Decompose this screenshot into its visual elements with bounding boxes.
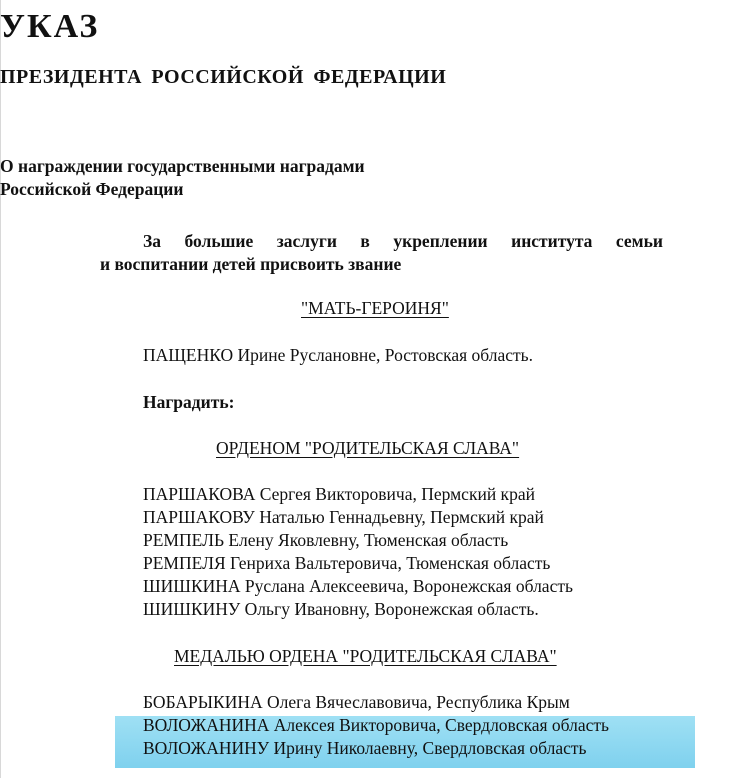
order-recipient: ШИШКИНА Руслана Алексеевича, Воронежская область xyxy=(143,576,573,596)
order-recipient: ШИШКИНУ Ольгу Ивановну, Воронежская область. xyxy=(143,599,539,619)
decree-heading-line-2: Российской Федерации xyxy=(0,179,184,199)
intro-line-1 xyxy=(143,231,663,252)
medal-recipient: БОБАРЫКИНА Олега Вячеславовича, Республика Крым xyxy=(143,692,570,712)
medal-recipient: ВОЛОЖАНИНА Алексея Викторовича, Свердловская область xyxy=(143,715,610,735)
order-recipient: РЕМПЕЛЯ Генриха Вальтеровича, Тюменская область xyxy=(143,553,551,573)
intro-word: заслуги xyxy=(276,231,337,251)
decree-subtitle: ПРЕЗИДЕНТА РОССИЙСКОЙ ФЕДЕРАЦИИ xyxy=(0,66,447,88)
page-edge-divider xyxy=(0,0,1,778)
order-recipient: ПАРШАКОВУ Наталью Геннадьевну, Пермский край xyxy=(143,507,544,527)
hero-recipient: ПАЩЕНКО Ирине Руслановне, Ростовская область. xyxy=(143,345,534,365)
title-award-mother-heroine: "МАТЬ-ГЕРОИНЯ" xyxy=(301,298,449,318)
medal-recipient: ВОЛОЖАНИНУ Ирину Николаевну, Свердловская область xyxy=(143,738,587,758)
order-title: ОРДЕНОМ "РОДИТЕЛЬСКАЯ СЛАВА" xyxy=(216,438,520,458)
intro-word: в xyxy=(360,231,370,251)
decree-heading-line-1: О награждении государственными наградами xyxy=(0,156,365,176)
intro-word: большие xyxy=(184,231,254,251)
intro-word: семьи xyxy=(615,231,663,251)
intro-line-2: и воспитании детей присвоить звание xyxy=(100,254,402,274)
decree-title: УКАЗ xyxy=(0,8,100,45)
intro-word: укреплении xyxy=(393,231,488,251)
medal-title: МЕДАЛЬЮ ОРДЕНА "РОДИТЕЛЬСКАЯ СЛАВА" xyxy=(174,646,557,666)
award-verb: Наградить: xyxy=(143,392,235,412)
order-recipient: ПАРШАКОВА Сергея Викторовича, Пермский край xyxy=(143,484,535,504)
intro-word: За xyxy=(143,231,161,251)
intro-word: института xyxy=(511,231,593,251)
order-recipient: РЕМПЕЛЬ Елену Яковлевну, Тюменская область xyxy=(143,530,509,550)
